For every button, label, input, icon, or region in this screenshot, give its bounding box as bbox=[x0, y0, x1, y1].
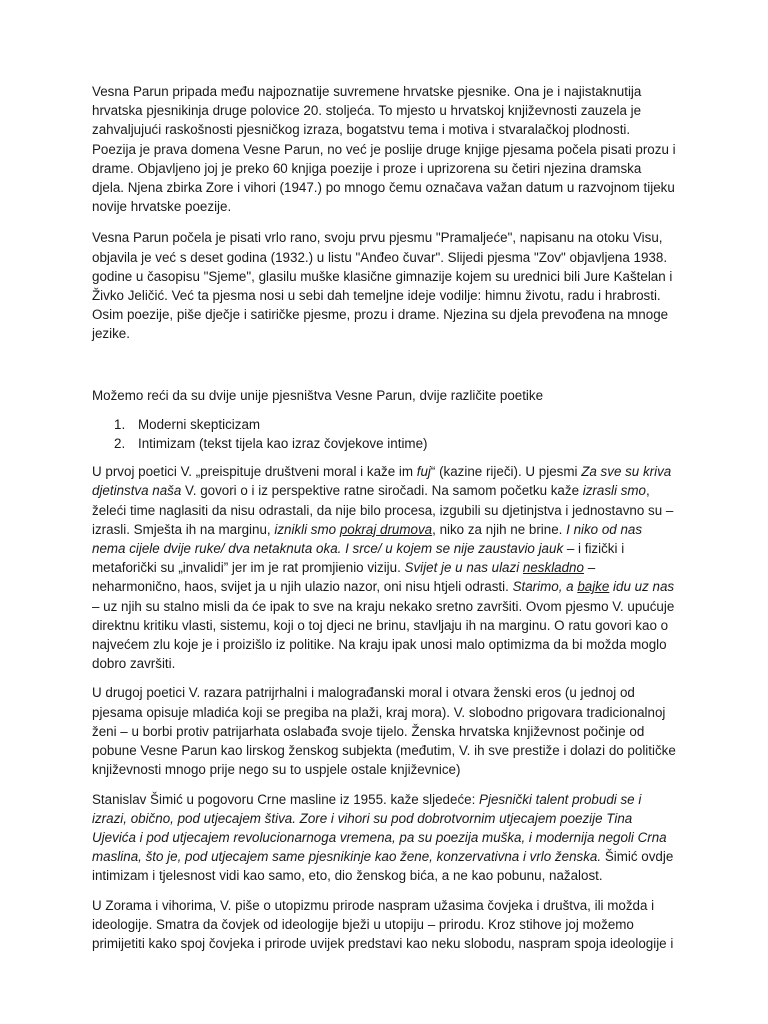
paragraph-simic-quote bbox=[92, 790, 676, 886]
paragraph-second-poetics: U drugoj poetici V. razara patrijrhalni i malograđanski moral i otvara ženski eros (u jednoj od pjesama opisuje mladića koji se pregiba na plaži, kraj mora). V. slobodno prigovara tradicionalnoj ženi – u borbi protiv patrijarhata oslabađa svoje tijelo. Ženska hrvatska književnost počinje od pobune Vesne Parun kao lirskog ženskog subjekta (međutim, V. ih sve prestiže i dolazi do političke književnosti mnogo prije nego su to uspjele ostale književnice) bbox=[92, 685, 676, 778]
text-run: U prvoj poetici V. „preispituje društveni moral i kaže im bbox=[92, 464, 417, 480]
italic-run: idu uz nas bbox=[609, 579, 675, 595]
underlined-italic-run: bajke bbox=[577, 579, 610, 595]
list-item bbox=[92, 434, 676, 453]
italic-run: Svijet je u nas ulazi bbox=[404, 560, 523, 576]
paragraph-two-poetics: Možemo reći da su dvije unije pjesništva Vesne Parun, dvije različite poetike bbox=[92, 387, 544, 403]
paragraph-intro: Vesna Parun pripada među najpoznatije suvremene hrvatske pjesnike. Ona je i najistaknutija hrvatska pjesnikinja druge polovice 20. stoljeća. To mjesto u hrvatskoj književnosti zauzela je zahvaljujući raskošnosti pjesničkog izraza, bogatstvu tema i motiva i stvaralačkoj plodnosti. Poezija je prava domena Vesne Parun, no već je poslije druge knjige pjesama počela pisati prozu i drame. Objavljeno joj je preko 60 knjiga poezije i proze i uprizorena su četiri njezina dramska djela. Njena zbirka Zore i vihori (1947.) po mnogo čemu označava važan datum u razvojnom tijeku novije hrvatske poezije. bbox=[92, 84, 676, 215]
text-run: – neharmonično, haos, svijet ja u njih ulazio nazor, oni nisu htjeli odrasti. bbox=[92, 560, 596, 595]
paragraph-utopia: U Zorama i vihorima, V. piše o utopizmu prirode naspram užasima čovjeka i društva, ili možda i ideologije. Smatra da čovjek od ideologije bježi u utopiju – prirodu. Kroz stihove joj možemo primijetiti kako spoj čovjeka i prirode uvijek predstavi kao neku slobodu, naspram spoja ideologije i bbox=[92, 897, 674, 951]
paragraph-first-poetics bbox=[92, 462, 676, 673]
paragraph-early-work: Vesna Parun počela je pisati vrlo rano, svoju prvu pjesmu "Pramaljeće", napisanu na otoku Visu, objavila je već s deset godina (1932.) u listu "Anđeo čuvar". Slijedi pjesma "Zov" objavljena 1938. godine u časopisu "Sjeme", glasilu muške klasične gimnazije kojem su urednici bili Jure Kaštelan i Živko Jeličić. Već ta pjesma nosi u sebi dah temeljne ideje vodilje: himnu životu, radu i hrabrosti. Osim poezije, piše dječje i satiričke pjesme, prozu i drame. Njezina su djela prevođena na mnoge jezike. bbox=[92, 230, 673, 342]
list-item-text: Intimizam (tekst tijela kao izraz čovjekove intime) bbox=[138, 436, 428, 452]
italic-run: Starimo, a bbox=[512, 579, 578, 595]
text-run: , niko za njih ne brine. bbox=[432, 521, 567, 537]
text-run: – i fizički i metaforički su „invalidi” jer im je rat promjienio viziju. bbox=[92, 541, 625, 576]
list-item-text: Moderni skepticizam bbox=[138, 416, 261, 432]
text-run: , želeći time naglasiti da nisu odrastali, da nije bilo procesa, izgubili su djetinjstva i jednostavno su – izrasli. Smješta ih na marginu, bbox=[92, 483, 674, 537]
poetics-list bbox=[92, 415, 676, 453]
italic-run: Pjesnički talent probudi se i izrazi, obično, pod utjecajem štiva. Zore i vihori su pod dobrotvornim utjecajem poezije Tina Ujevića i pod utjecajem revolucionarnoga vremena, pa su poezija muška, i modernija negoli Crna maslina, što je, pod utjecajem same pjesnikinje kao žene, konzervativna i vrlo ženska. bbox=[92, 791, 667, 865]
italic-run: fuj bbox=[416, 464, 431, 480]
list-item-number: 2. bbox=[114, 436, 126, 452]
list-item bbox=[92, 415, 676, 434]
text-run: Stanislav Šimić u pogovoru Crne masline iz 1955. kaže sljedeće: bbox=[92, 791, 480, 807]
list-item-number: 1. bbox=[114, 416, 126, 432]
italic-run: Za sve su kriva djetinstva naša bbox=[92, 464, 672, 499]
text-run: Šimić ovdje intimizam i tjelesnost vidi kao samo, eto, dio ženskog bića, a ne kao pobunu, nažalost. bbox=[92, 849, 674, 884]
italic-run: iznikli smo bbox=[274, 521, 340, 537]
text-run: V. govori o i iz perspektive ratne siročadi. Na samom početku kaže bbox=[181, 483, 583, 499]
underlined-italic-run: pokraj drumova bbox=[339, 521, 433, 537]
italic-run: izrasli smo bbox=[582, 483, 646, 499]
text-run: “ (kazine riječi). U pjesmi bbox=[430, 464, 582, 480]
italic-run: I niko od nas nema cijele dvije ruke/ dva netaknuta oka. I srce/ u kojem se nije zaustavio jauk bbox=[92, 521, 643, 557]
text-run: – uz njih su stalno misli da će ipak to sve na kraju nekako sretno završiti. Ovom pjesmo V. upućuje direktnu kritiku vlasti, sistemu, koji o toj djeci ne brinu, stavljaju ih na marginu. O ratu govori kao o najvećem zlu koje je i proizišlo iz politike. Na kraju ipak unosi malo optimizma da bi možda moglo dobro završiti. bbox=[92, 598, 675, 672]
underlined-italic-run: neskladno bbox=[522, 560, 584, 576]
